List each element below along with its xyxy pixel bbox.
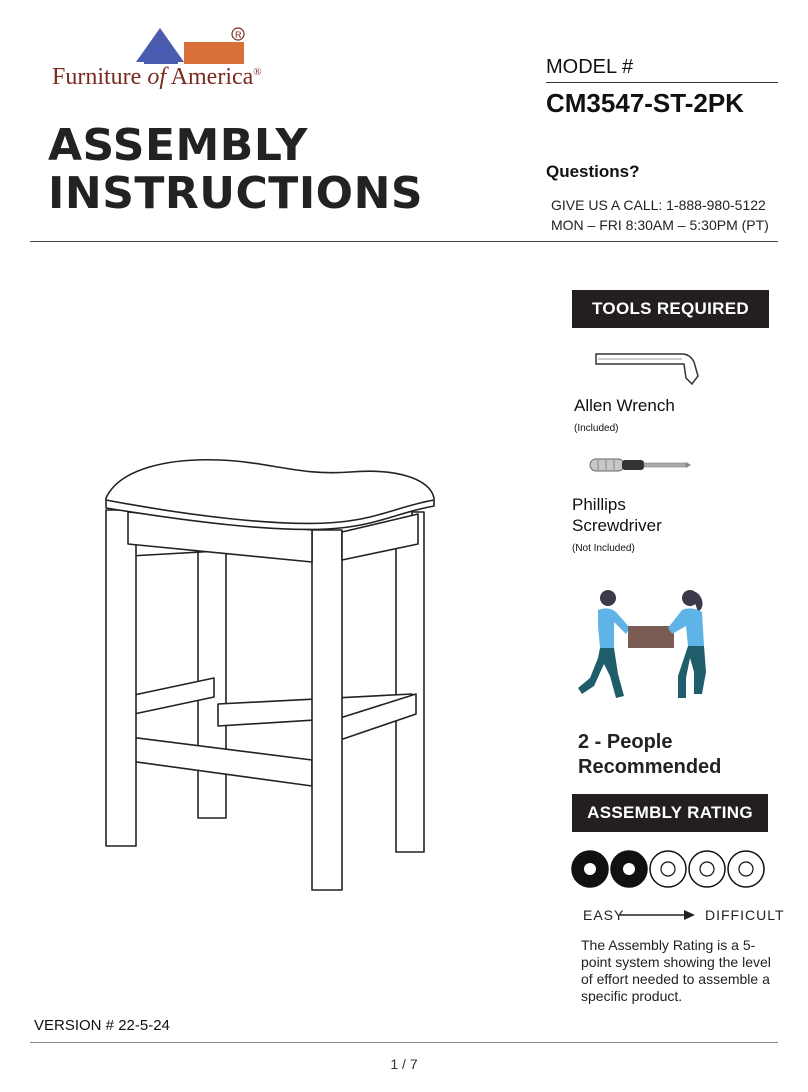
allen-wrench-icon xyxy=(594,350,702,390)
allen-wrench-label: Allen Wrench xyxy=(574,396,675,415)
svg-text:R: R xyxy=(235,30,242,40)
allen-wrench-note: (Included) xyxy=(574,423,619,434)
header-divider xyxy=(30,241,778,242)
model-divider xyxy=(546,82,778,83)
page-number: 1 / 7 xyxy=(390,1056,418,1072)
rating-dot-filled xyxy=(611,851,647,887)
questions-heading: Questions? xyxy=(546,162,640,181)
bar-stool-drawing xyxy=(100,450,440,900)
easy-to-difficult-arrow-icon xyxy=(620,908,696,922)
assembly-rating-banner: ASSEMBLY RATING xyxy=(572,794,768,832)
model-label: MODEL # xyxy=(546,56,634,78)
screwdriver-label: Phillips Screwdriver xyxy=(572,495,662,535)
hours-line: MON – FRI 8:30AM – 5:30PM (PT) xyxy=(551,217,769,233)
assembly-rating-dots xyxy=(570,849,770,889)
rating-dot-empty xyxy=(650,851,686,887)
people-recommended-label: 2 - People Recommended xyxy=(578,731,722,778)
difficult-label: DIFFICULT xyxy=(705,907,785,923)
rating-dot-empty xyxy=(728,851,764,887)
tools-required-banner: TOOLS REQUIRED xyxy=(572,290,769,328)
screwdriver-note: (Not Included) xyxy=(572,543,635,554)
brand-name: Furniture of America® xyxy=(52,64,262,90)
rating-dot-empty xyxy=(689,851,725,887)
screwdriver-icon xyxy=(588,453,692,477)
footer-divider xyxy=(30,1042,778,1043)
version-label: VERSION # 22-5-24 xyxy=(34,1017,170,1034)
two-people-carrying-icon xyxy=(572,586,722,706)
rating-dot-filled xyxy=(572,851,608,887)
easy-label: EASY xyxy=(583,907,625,923)
model-number: CM3547-ST-2PK xyxy=(546,88,744,118)
rating-description: The Assembly Rating is a 5-point system showing the level of effort needed to assemble a specific product. xyxy=(581,937,771,1004)
page-title: ASSEMBLY INSTRUCTIONS xyxy=(48,120,424,219)
phone-line: GIVE US A CALL: 1-888-980-5122 xyxy=(551,197,766,213)
